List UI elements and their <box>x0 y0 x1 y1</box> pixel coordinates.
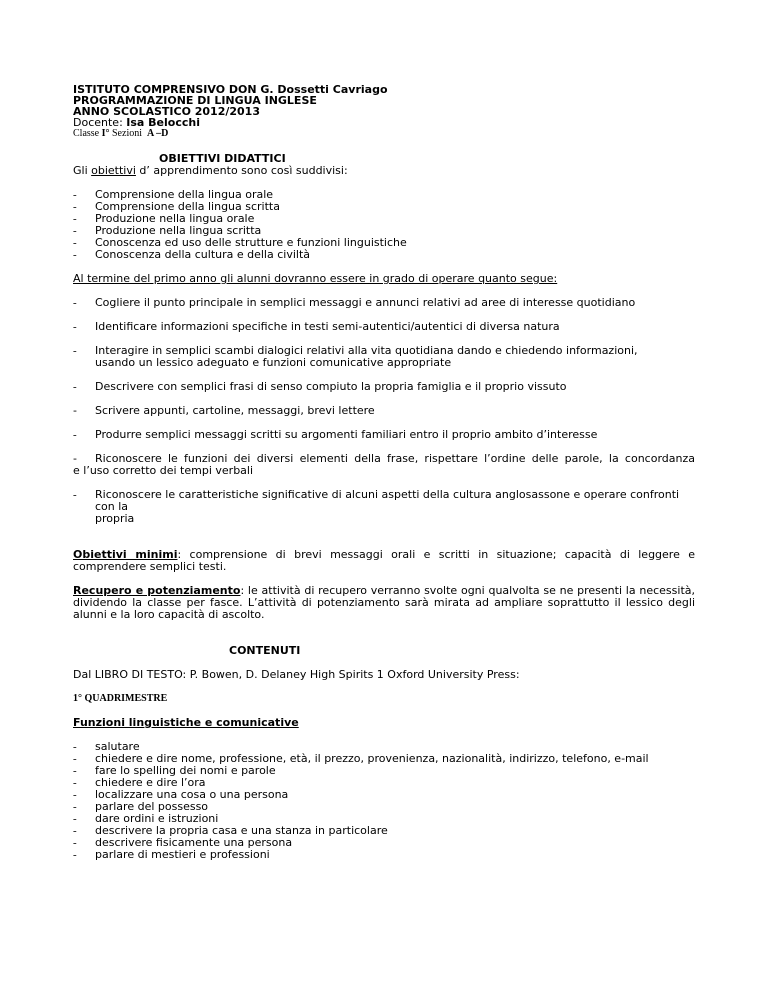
bullet-dash: - <box>73 237 77 249</box>
bullet-dash: - <box>73 765 77 777</box>
sections-value: A –D <box>147 128 169 139</box>
goal-item <box>73 489 695 525</box>
bullet-dash: - <box>73 813 77 825</box>
goal-text: Cogliere il punto principale in semplici messaggi e annunci relativi ad aree di interesse quotidiano <box>95 296 636 309</box>
objectives-title: OBIETTIVI DIDATTICI <box>159 152 286 165</box>
sections-label: Sezioni <box>109 128 145 139</box>
list-item-text: Conoscenza ed uso delle strutture e funzioni linguistiche <box>95 236 407 249</box>
teacher-name: Isa Belocchi <box>126 116 200 129</box>
minimum-text: : comprensione di brevi messaggi orali e scritti in situazione; capacità di leggere e comprendere semplici testi. <box>73 548 695 573</box>
list-item-text: Comprensione della lingua orale <box>95 188 274 201</box>
bullet-dash: - <box>73 489 77 501</box>
list-item-text: descrivere la propria casa e una stanza in particolare <box>95 824 388 837</box>
goal-item <box>73 297 695 309</box>
goal-item <box>73 405 695 417</box>
functions-list <box>73 741 695 861</box>
objectives-intro <box>73 165 695 177</box>
list-item-text: chiedere e dire nome, professione, età, il prezzo, provenienza, nazionalità, indirizzo, telefono, e-mail <box>95 752 649 765</box>
goal-item <box>73 429 695 441</box>
teacher-line <box>73 117 695 128</box>
class-label: Classe <box>73 128 102 139</box>
list-item <box>73 249 695 261</box>
bullet-dash: - <box>73 297 77 309</box>
document-header <box>73 84 695 139</box>
goal-item <box>73 381 695 393</box>
bullet-dash: - <box>73 345 77 357</box>
recovery-paragraph <box>73 585 695 621</box>
bullet-dash: - <box>73 249 77 261</box>
goal-text: Identificare informazioni specifiche in testi semi-autentici/autentici di diversa natura <box>95 320 560 333</box>
list-item-text: localizzare una cosa o una persona <box>95 788 289 801</box>
bullet-dash: - <box>73 381 77 393</box>
list-item-text: salutare <box>95 740 140 753</box>
bullet-dash: - <box>73 825 77 837</box>
list-item-text: dare ordini e istruzioni <box>95 812 219 825</box>
class-line <box>73 128 695 139</box>
list-item-text: Comprensione della lingua scritta <box>95 200 280 213</box>
objectives-list <box>73 189 695 261</box>
bullet-dash: - <box>73 225 77 237</box>
objectives-intro-post: d’ apprendimento sono così suddivisi: <box>135 164 348 177</box>
goal-item-justified <box>73 453 695 477</box>
list-item-text: Produzione nella lingua scritta <box>95 224 262 237</box>
school-name: ISTITUTO COMPRENSIVO DON G. Dossetti Cavriago <box>73 83 388 96</box>
minimum-objectives <box>73 549 695 573</box>
bullet-dash: - <box>73 777 77 789</box>
minimum-label: Obiettivi minimi <box>73 548 178 561</box>
goal-item <box>73 345 695 369</box>
bullet-dash: - <box>73 837 77 849</box>
quarter-heading: 1° QUADRIMESTRE <box>73 693 168 704</box>
goal-text-continuation: propria <box>95 512 135 525</box>
bullet-dash: - <box>73 404 77 417</box>
goal-text: Produrre semplici messaggi scritti su argomenti familiari entro il proprio ambito d’interesse <box>95 428 598 441</box>
bullet-dash: - <box>73 753 77 765</box>
recovery-label: Recupero e potenziamento <box>73 584 241 597</box>
list-item-text: parlare del possesso <box>95 800 209 813</box>
end-year-heading: Al termine del primo anno gli alunni dovranno essere in grado di operare quanto segue: <box>73 272 558 285</box>
school-year: ANNO SCOLASTICO 2012/2013 <box>73 105 260 118</box>
list-item-text: chiedere e dire l’ora <box>95 776 206 789</box>
objectives-intro-pre: Gli <box>73 164 92 177</box>
goal-item <box>73 321 695 333</box>
bullet-dash: - <box>73 849 77 861</box>
recovery-text: : le attività di recupero verranno svolte ogni qualvolta se ne presenti la necessità, dividendo la classe per fasce. L’attività di potenziamento sarà mirata ad ampliare soprattutto il lessico degli alunni e la loro capacità di ascolto. <box>73 584 695 621</box>
bullet-dash: - <box>73 213 77 225</box>
goal-text: Descrivere con semplici frasi di senso compiuto la propria famiglia e il proprio vissuto <box>95 380 567 393</box>
class-value: I° <box>101 128 110 139</box>
bullet-dash: - <box>73 189 77 201</box>
bullet-dash: - <box>73 201 77 213</box>
document-page <box>73 84 695 861</box>
goal-text: Riconoscere le caratteristiche significative di alcuni aspetti della cultura anglosassone e operare confronti con la <box>95 488 680 513</box>
goal-text-continuation: usando un lessico adeguato e funzioni comunicative appropriate <box>95 356 452 369</box>
list-item-text: fare lo spelling dei nomi e parole <box>95 764 276 777</box>
list-item-text: Produzione nella lingua orale <box>95 212 255 225</box>
objectives-intro-underlined: obiettivi <box>91 164 136 177</box>
bullet-dash: - <box>73 741 77 753</box>
textbook-line: Dal LIBRO DI TESTO: P. Bowen, D. Delaney High Spirits 1 Oxford University Press: <box>73 668 520 681</box>
list-item-text: descrivere fisicamente una persona <box>95 836 293 849</box>
list-item <box>73 849 695 861</box>
functions-heading: Funzioni linguistiche e comunicative <box>73 716 299 729</box>
bullet-dash: - <box>73 789 77 801</box>
program-title: PROGRAMMAZIONE DI LINGUA INGLESE <box>73 94 317 107</box>
goal-text: Scrivere appunti, cartoline, messaggi, brevi lettere <box>95 404 375 417</box>
goal-text: Interagire in semplici scambi dialogici relativi alla vita quotidiana dando e chiedendo informazioni, <box>95 344 638 357</box>
bullet-dash: - <box>73 452 77 465</box>
contents-title: CONTENUTI <box>229 644 301 657</box>
list-item-text: parlare di mestieri e professioni <box>95 848 270 861</box>
bullet-dash: - <box>73 801 77 813</box>
list-item-text: Conoscenza della cultura e della civiltà <box>95 248 311 261</box>
goal-text: Riconoscere le funzioni dei diversi elementi della frase, rispettare l’ordine delle parole, la concordanza <box>94 452 695 465</box>
teacher-label: Docente: <box>73 116 127 129</box>
bullet-dash: - <box>73 429 77 441</box>
goal-text-continuation: e l’uso corretto dei tempi verbali <box>73 464 254 477</box>
bullet-dash: - <box>73 321 77 333</box>
